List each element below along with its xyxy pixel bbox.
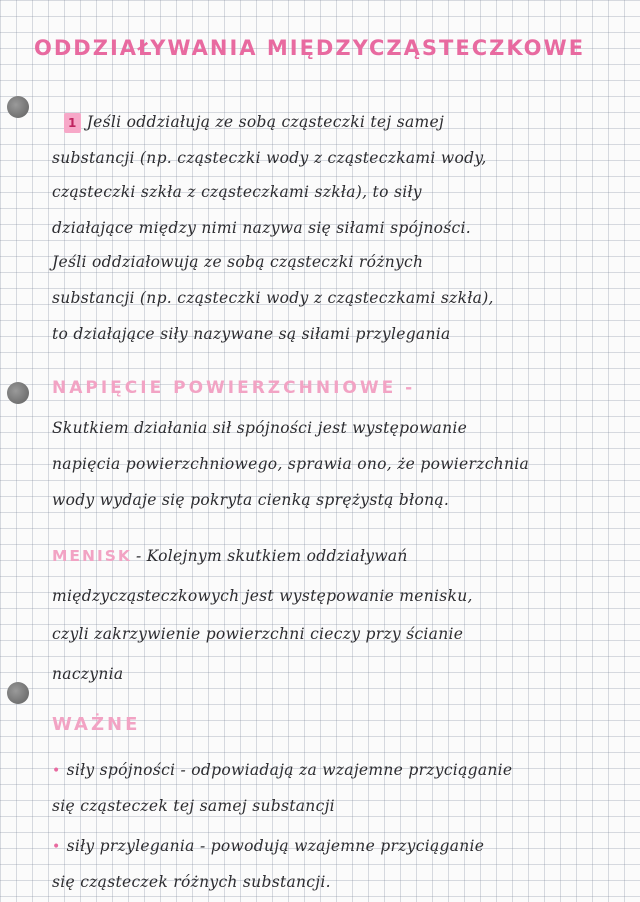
- section1-line-5: Jeśli oddziałowują ze sobą cząsteczki różnych: [52, 253, 424, 271]
- bullet-dot: •: [52, 839, 61, 855]
- page-title: ODDZIAŁYWANIA MIĘDZYCZĄSTECZKOWE: [34, 36, 586, 60]
- section4-bullet-2-cont: się cząsteczek różnych substancji.: [52, 873, 331, 891]
- section1-line-7: to działające siły nazywane są siłami przylegania: [52, 325, 451, 343]
- section1-line-3: cząsteczki szkła z cząsteczkami szkła), to siły: [52, 183, 422, 201]
- section2-line-2: napięcia powierzchniowego, sprawia ono, że powierzchnia: [52, 455, 530, 473]
- binder-hole-middle: [7, 382, 29, 404]
- section3-line-2: międzycząsteczkowych jest występowanie menisku,: [52, 587, 473, 605]
- section4-bullet-2: • siły przylegania - powodują wzajemne przyciąganie: [52, 837, 485, 855]
- section4-bullet-1-cont: się cząsteczek tej samej substancji: [52, 797, 335, 815]
- section-number-marker: 1: [64, 113, 81, 133]
- binder-hole-bottom: [7, 682, 29, 704]
- section1-line-1: 1 Jeśli oddziałują ze sobą cząsteczki tej samej: [64, 112, 444, 133]
- section3-line-4: naczynia: [52, 665, 124, 683]
- section2-line-1: Skutkiem działania sił spójności jest występowanie: [52, 419, 468, 437]
- bullet-dot: •: [52, 763, 61, 779]
- section4-heading: WAŻNE: [52, 714, 141, 735]
- section3-heading: MENISK: [52, 547, 132, 565]
- section1-line-4: działające między nimi nazywa się siłami spójności.: [52, 219, 472, 237]
- section1-line-6: substancji (np. cząsteczki wody z cząsteczkami szkła),: [52, 289, 494, 307]
- section2-heading: NAPIĘCIE POWIERZCHNIOWE -: [52, 378, 416, 398]
- section4-bullet-1: • siły spójności - odpowiadają za wzajemne przyciąganie: [52, 761, 513, 779]
- section3-line-1: MENISK - Kolejnym skutkiem oddziaływań: [52, 547, 408, 565]
- section2-line-3: wody wydaje się pokryta cienką sprężystą błoną.: [52, 491, 450, 509]
- section3-line-3: czyli zakrzywienie powierzchni cieczy przy ścianie: [52, 625, 464, 643]
- binder-hole-top: [7, 96, 29, 118]
- section1-line-2: substancji (np. cząsteczki wody z cząsteczkami wody,: [52, 149, 487, 167]
